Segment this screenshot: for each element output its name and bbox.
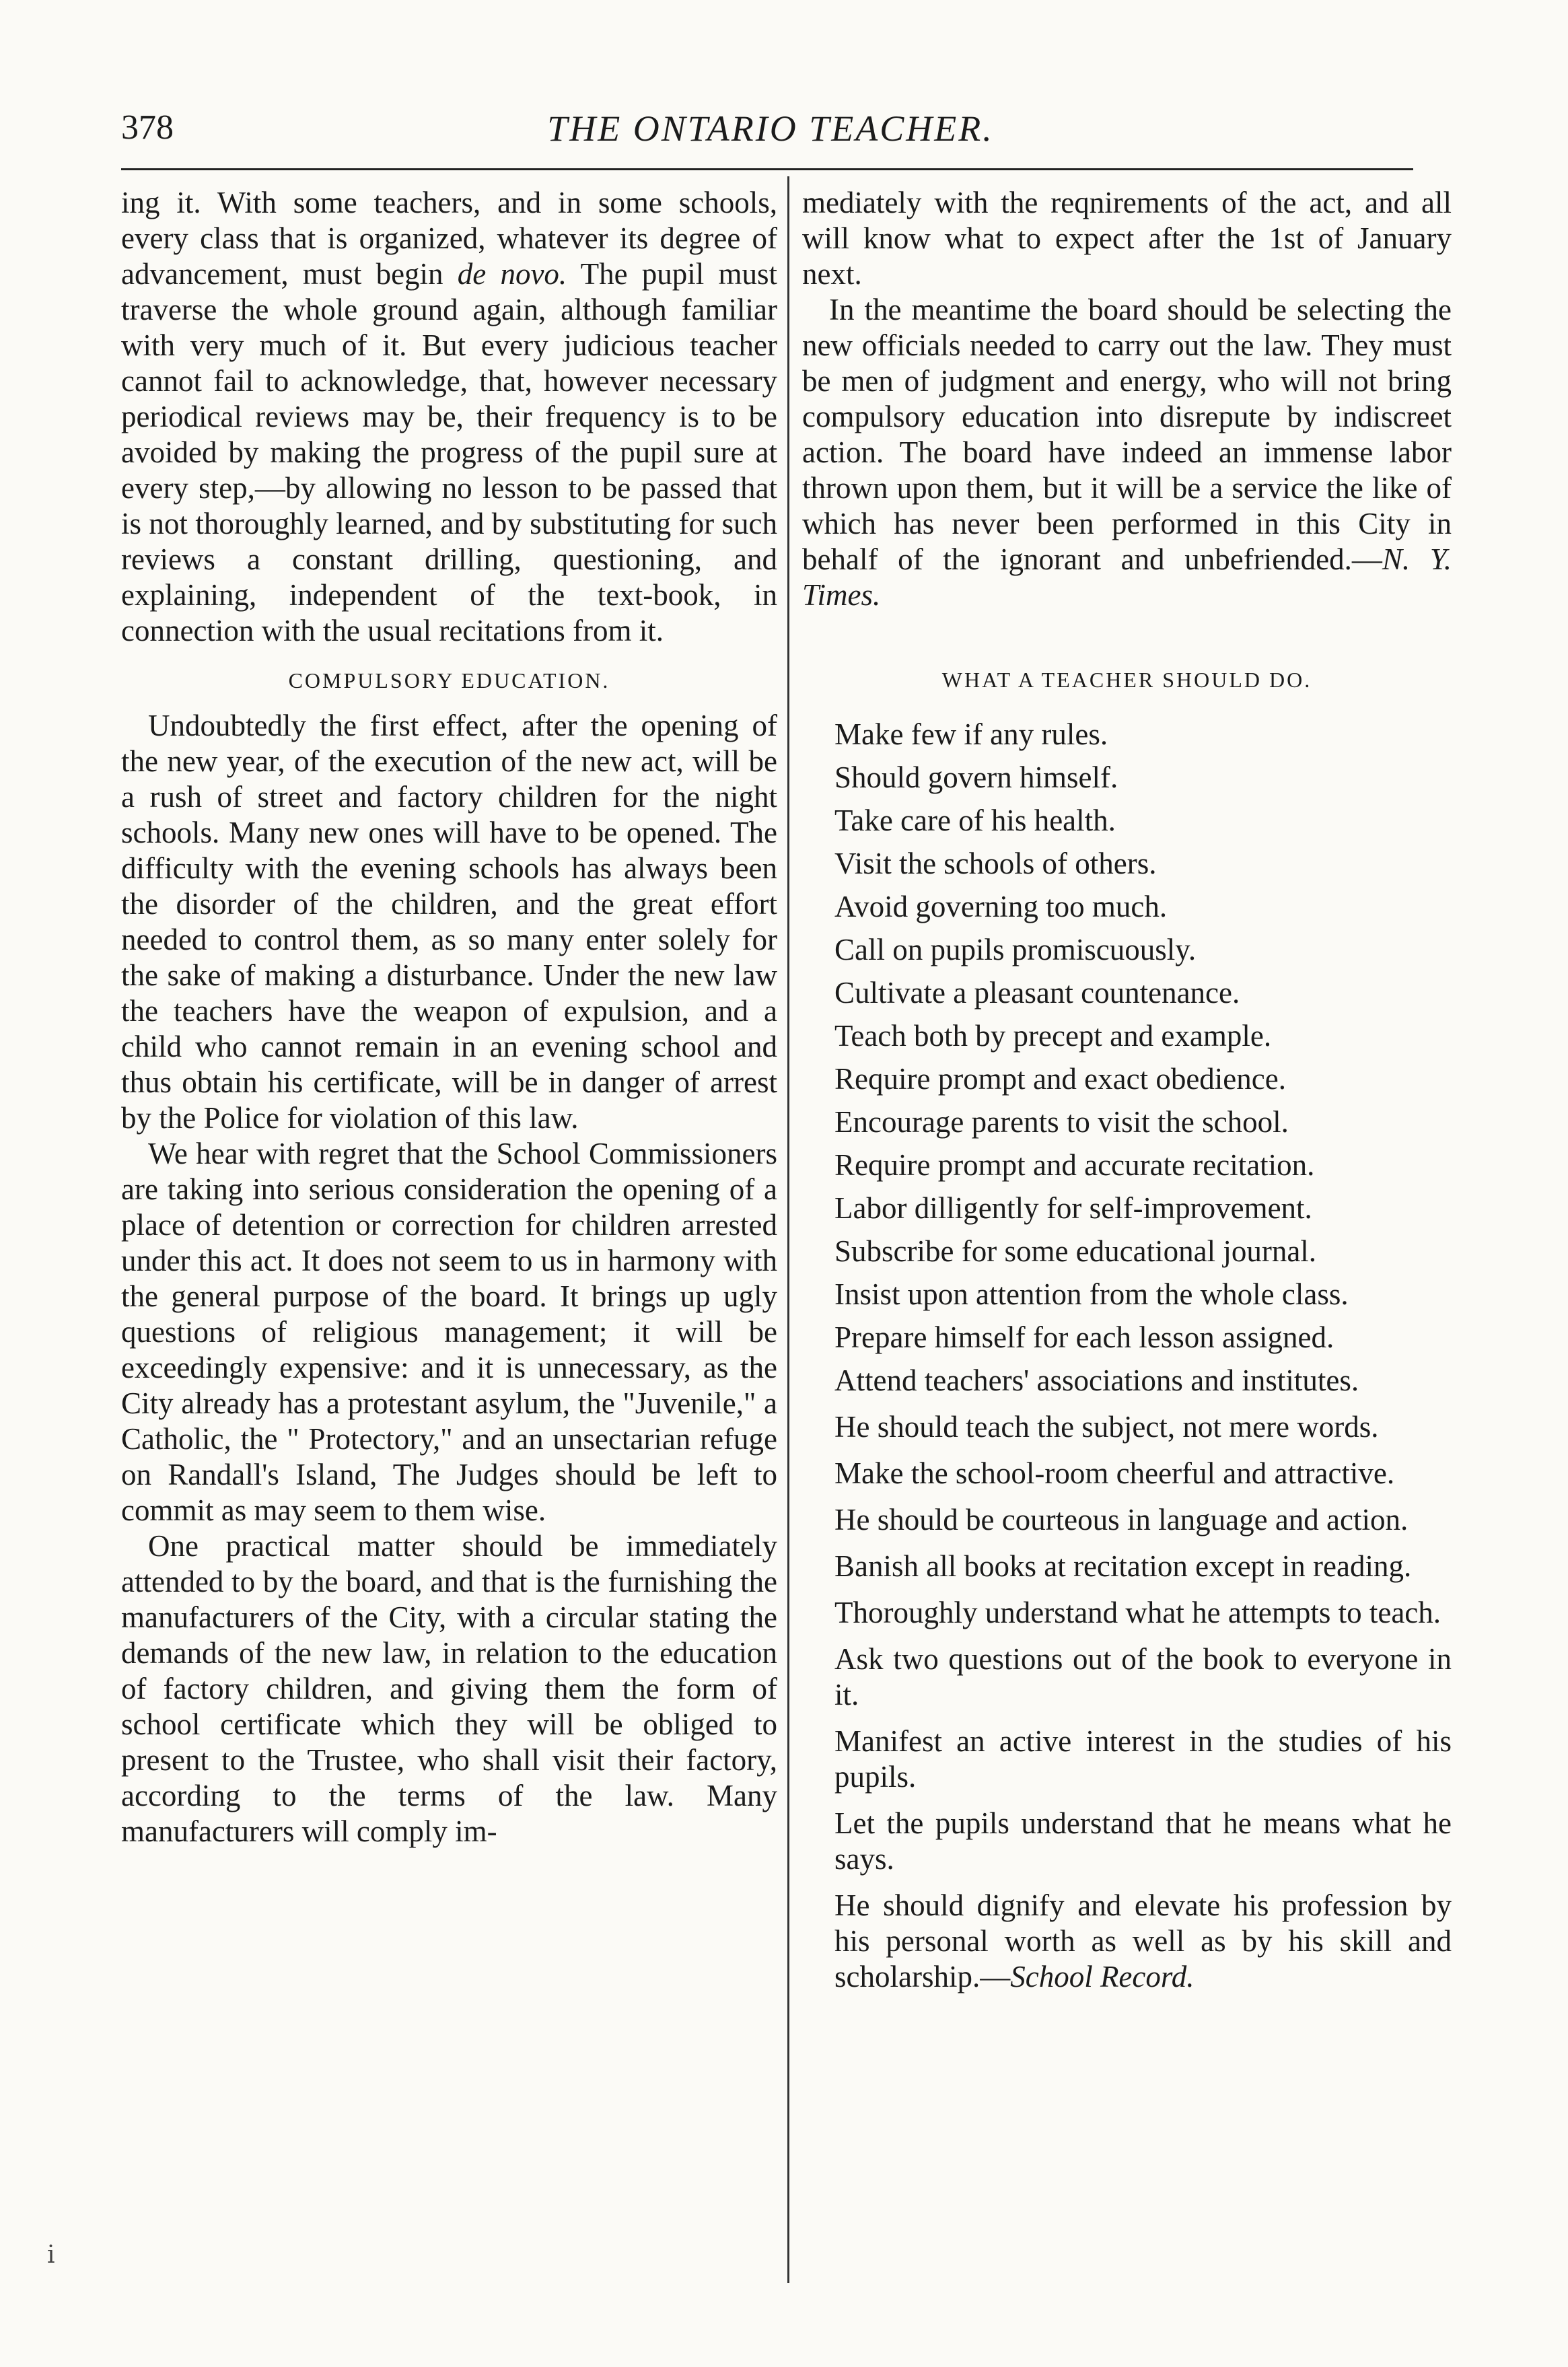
right-column (802, 185, 1452, 2006)
header-rule (121, 168, 1413, 170)
list-item: Should govern himself. (834, 761, 1118, 794)
list-item: Visit the schools of others. (834, 847, 1157, 880)
left-paragraph-3: We hear with regret that the School Commissioners are taking into serious consideration the opening of a place of detention or correction for children arrested under this act. It does not seem to us in harmony with the general purpose of the board. It brings up ugly questions of religious management; it will be exceedingly expensive: and it is unnecessary, as the City already has a protestant asylum, the "Juvenile," a Catholic, the " Protectory," and an unsectarian refuge on Randall's Island, The Judges should be left to commit as may seem to them wise. (121, 1137, 777, 1527)
list-item (834, 1888, 1452, 1995)
list-item: Make the school-room cheerful and attractive. (834, 1456, 1395, 1490)
list-item: He should teach the subject, not mere words. (834, 1410, 1379, 1444)
section-heading-what-a-teacher-should-do: WHAT A TEACHER SHOULD DO. (941, 668, 1312, 692)
list-item: Make few if any rules. (834, 717, 1108, 751)
list-item: Insist upon attention from the whole class. (834, 1277, 1349, 1311)
list-item: Call on pupils promiscuously. (834, 933, 1197, 966)
list-item: Encourage parents to visit the school. (834, 1105, 1289, 1139)
text-run: In the meantime the board should be selecting the new officials needed to carry out the law. They must be men of judgment and energy, who will not bring compulsory education into disrepute by indiscreet action. The board have indeed an immense labor thrown upon them, but it will be a service the like of which has never been performed in this City in behalf of the ignorant and unbefriended.— (802, 293, 1452, 576)
left-column (121, 185, 777, 1849)
running-title: THE ONTARIO TEACHER. (547, 108, 994, 149)
text-run: He should dignify and elevate his profession by his personal worth as well as by his skill and scholarship.— (834, 1888, 1452, 1993)
list-item: He should be courteous in language and action. (834, 1503, 1409, 1536)
text-run: The pupil must traverse the whole ground again, although familiar with very much of it. But every judicious teacher cannot fail to acknowledge, that, however necessary periodical reviews may be, their frequency is to be avoided by making the progress of the pupil sure at every step,—by allowing no lesson to be passed that is not thoroughly learned, and by substituting for such reviews a constant drilling, questioning, and explaining, independent of the text-book, in connection with the usual recitations from it. (121, 257, 778, 647)
list-item: Prepare himself for each lesson assigned. (834, 1320, 1334, 1354)
list-item: Cultivate a pleasant countenance. (834, 976, 1240, 1010)
teacher-rules-list (802, 717, 1452, 1995)
margin-mark: ⅰ (47, 2241, 55, 2269)
list-item: Avoid governing too much. (834, 890, 1168, 923)
list-item: Manifest an active interest in the studies of his pupils. (834, 1724, 1452, 1794)
list-item: Require prompt and accurate recitation. (834, 1148, 1315, 1182)
italic-run: de novo. (457, 257, 567, 291)
left-paragraph-2: Undoubtedly the first effect, after the opening of the new year, of the execution of the new act, will be a rush of street and factory children for the night schools. Many new ones will have to be opened. The difficulty with the evening schools has always been the disorder of the children, and the great effort needed to control them, as so many enter solely for the sake of making a disturbance. Under the new law the teachers have the weapon of expulsion, and a child who cannot remain in an evening school and thus obtain his certificate, will be in danger of arrest by the Police for violation of this law. (121, 709, 777, 1135)
list-item: Require prompt and exact obedience. (834, 1062, 1286, 1096)
list-item: Teach both by precept and example. (834, 1019, 1272, 1053)
page-number: 378 (121, 108, 174, 147)
left-paragraph-1 (121, 185, 777, 649)
list-item: Take care of his health. (834, 804, 1116, 837)
left-paragraph-4: One practical matter should be immediately attended to by the board, and that is the furnishing the manufacturers of the City, with a circular stating the demands of the new law, in relation to the education of factory children, and giving them the form of school certificate which they will be obliged to present to the Trustee, who shall visit their factory, according to the terms of the law. Many manufacturers will comply im- (121, 1529, 777, 1848)
right-paragraph-2 (802, 292, 1452, 613)
list-item: Subscribe for some educational journal. (834, 1234, 1317, 1268)
list-item: Thoroughly understand what he attempts to teach. (834, 1596, 1441, 1629)
list-item: Ask two questions out of the book to everyone in it. (834, 1642, 1452, 1711)
list-item: Banish all books at recitation except in reading. (834, 1549, 1412, 1583)
list-item: Attend teachers' associations and institutes. (834, 1364, 1359, 1397)
text-run: ing it. With some teachers, and in some schools, every class that is organized, whatever its degree of advancement, must begin (121, 186, 777, 291)
section-heading-compulsory-education: COMPULSORY EDUCATION. (288, 668, 610, 693)
source-citation: N. Y. Times. (802, 542, 1452, 612)
list-item: Labor dilligently for self-improvement. (834, 1191, 1312, 1225)
list-item: Let the pupils understand that he means what he says. (834, 1806, 1452, 1876)
column-divider (787, 176, 789, 2283)
page-header (121, 94, 1420, 162)
source-citation: School Record. (1010, 1960, 1195, 1993)
right-paragraph-1: mediately with the reqnirements of the act, and all will know what to expect after the 1st of January next. (802, 186, 1452, 291)
